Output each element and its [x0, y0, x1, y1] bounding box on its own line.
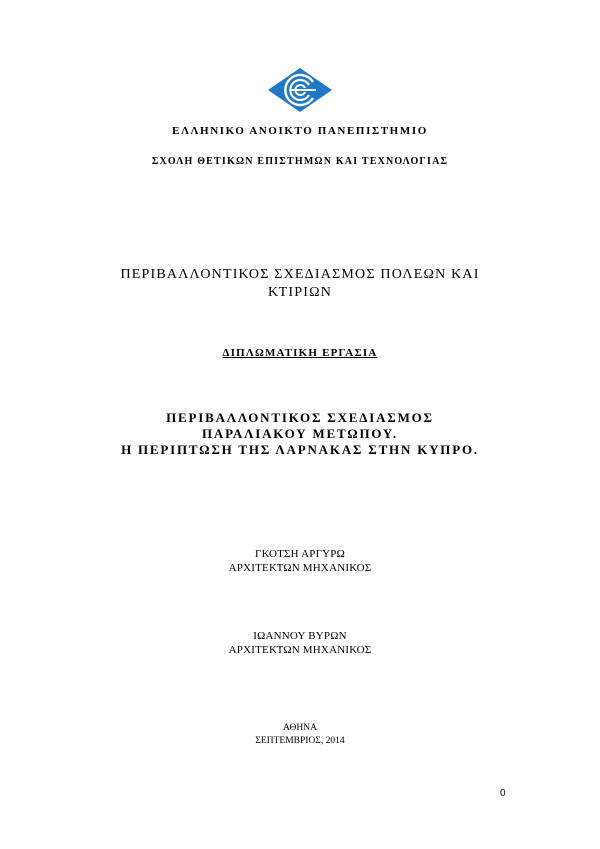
university-name: ΕΛΛΗΝΙΚΟ ΑΝΟΙΚΤΟ ΠΑΝΕΠΙΣΤΗΜΙΟ [172, 125, 428, 137]
author-name: ΙΩΑΝΝΟΥ ΒΥΡΩΝ [253, 630, 347, 642]
thesis-type: ΔΙΠΛΩΜΑΤΙΚΗ ΕΡΓΑΣΙΑ [222, 347, 378, 359]
place: ΑΘΗΝΑ [283, 723, 317, 733]
university-logo-icon [268, 68, 332, 112]
author-block-2 [0, 629, 600, 657]
author-name: ΓΚΟΤΣΗ ΑΡΓΥΡΩ [255, 548, 345, 560]
author-role: ΑΡΧΙΤΕΚΤΩΝ ΜΗΧΑΝΙΚΟΣ [228, 562, 372, 574]
page-number: 0 [500, 788, 506, 799]
program-title-line-2: ΚΤΙΡΙΩΝ [267, 285, 333, 300]
program-title [0, 266, 600, 302]
author-block-1 [0, 547, 600, 575]
thesis-title-line-1: ΠΕΡΙΒΑΛΛΟΝΤΙΚΟΣ ΣΧΕΔΙΑΣΜΟΣ [166, 410, 434, 425]
place-date [0, 722, 600, 748]
thesis-title [0, 410, 600, 458]
author-role: ΑΡΧΙΤΕΚΤΩΝ ΜΗΧΑΝΙΚΟΣ [228, 644, 372, 656]
date: ΣΕΠΤΕΜΒΡΙΟΣ, 2014 [255, 736, 345, 746]
school-name: ΣΧΟΛΗ ΘΕΤΙΚΩΝ ΕΠΙΣΤΗΜΩΝ ΚΑΙ ΤΕΧΝΟΛΟΓΙΑΣ [151, 156, 449, 167]
thesis-title-line-3: Η ΠΕΡΙΠΤΩΣΗ ΤΗΣ ΛΑΡΝΑΚΑΣ ΣΤΗΝ ΚΥΠΡΟ. [121, 442, 479, 457]
program-title-line-1: ΠΕΡΙΒΑΛΛΟΝΤΙΚΟΣ ΣΧΕΔΙΑΣΜΟΣ ΠΟΛΕΩΝ ΚΑΙ [120, 267, 480, 282]
thesis-title-line-2: ΠΑΡΑΛΙΑΚΟΥ ΜΕΤΩΠΟΥ. [202, 426, 398, 441]
